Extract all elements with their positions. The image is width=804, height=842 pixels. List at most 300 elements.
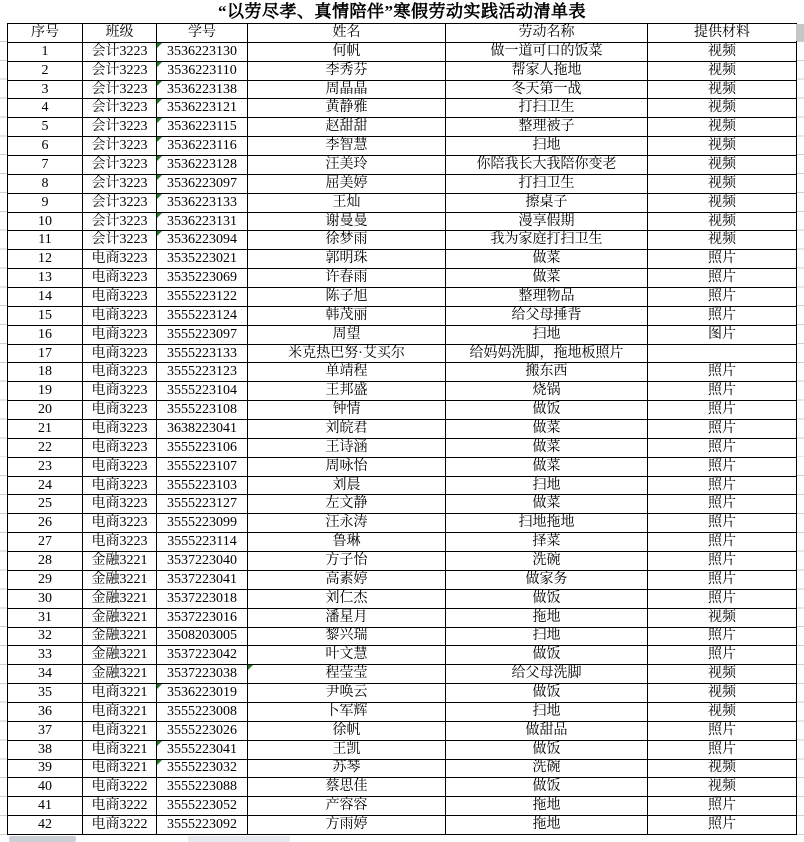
cell-activity[interactable]: 做饭 <box>446 778 648 797</box>
cell-student-id[interactable]: 3555223127 <box>157 495 248 514</box>
cell-activity[interactable]: 做饭 <box>446 646 648 665</box>
cell-name[interactable]: 米克热巴努·艾买尔 <box>248 344 446 363</box>
cell-class[interactable]: 电商3222 <box>83 778 157 797</box>
cell-index[interactable]: 30 <box>8 589 83 608</box>
cell-activity[interactable]: 做饭 <box>446 401 648 420</box>
cell-class[interactable]: 会计3223 <box>83 137 157 156</box>
cell-index[interactable]: 40 <box>8 778 83 797</box>
cell-material[interactable]: 视频 <box>648 80 797 99</box>
cell-activity[interactable]: 给妈妈洗脚，拖地板照片 <box>446 344 648 363</box>
cell-activity[interactable]: 扫地 <box>446 627 648 646</box>
cell-error-indicator-icon <box>157 175 162 180</box>
left-gridline-gutter <box>0 23 7 835</box>
cell-class[interactable]: 会计3223 <box>83 156 157 175</box>
cell-class[interactable]: 会计3223 <box>83 80 157 99</box>
table-row <box>8 137 797 156</box>
cell-class[interactable]: 会计3223 <box>83 174 157 193</box>
cell-index[interactable]: 42 <box>8 816 83 835</box>
cell-activity[interactable]: 做菜 <box>446 250 648 269</box>
cell-index[interactable]: 6 <box>8 137 83 156</box>
table-row <box>8 118 797 137</box>
cell-student-id[interactable]: 3537223040 <box>157 552 248 571</box>
cell-index[interactable]: 39 <box>8 759 83 778</box>
cell-name[interactable]: 刘晨 <box>248 476 446 495</box>
cell-index[interactable]: 7 <box>8 156 83 175</box>
cell-name[interactable]: 周咏怡 <box>248 457 446 476</box>
cell-index[interactable]: 26 <box>8 514 83 533</box>
cell-name[interactable]: 程莹莹 <box>248 665 446 684</box>
cell-name[interactable]: 苏琴 <box>248 759 446 778</box>
cell-name[interactable]: 王灿 <box>248 193 446 212</box>
cell-activity[interactable]: 做菜 <box>446 420 648 439</box>
header-class[interactable]: 班级 <box>83 24 157 43</box>
cell-activity[interactable]: 搬东西 <box>446 363 648 382</box>
cell-material[interactable]: 视频 <box>648 702 797 721</box>
cell-name[interactable]: 产容容 <box>248 797 446 816</box>
header-activity[interactable]: 劳动名称 <box>446 24 648 43</box>
table-row <box>8 778 797 797</box>
cell-index[interactable]: 41 <box>8 797 83 816</box>
cell-name[interactable]: 韩茂丽 <box>248 306 446 325</box>
cell-class[interactable]: 电商3223 <box>83 344 157 363</box>
cell-material[interactable]: 视频 <box>648 99 797 118</box>
cell-name[interactable]: 鲁琳 <box>248 533 446 552</box>
table-row <box>8 627 797 646</box>
cell-index[interactable]: 18 <box>8 363 83 382</box>
cell-student-id[interactable]: 3536223019 <box>157 684 248 703</box>
cell-material[interactable]: 视频 <box>648 118 797 137</box>
cell-class[interactable]: 电商3221 <box>83 702 157 721</box>
cell-student-id[interactable]: 3536223110 <box>157 61 248 80</box>
cell-student-id[interactable]: 3555223122 <box>157 288 248 307</box>
cell-index[interactable]: 10 <box>8 212 83 231</box>
cell-name[interactable]: 周望 <box>248 325 446 344</box>
cell-class[interactable]: 电商3223 <box>83 514 157 533</box>
cell-class[interactable]: 电商3223 <box>83 269 157 288</box>
table-row <box>8 382 797 401</box>
table-row <box>8 363 797 382</box>
cell-class[interactable]: 电商3222 <box>83 816 157 835</box>
cell-activity[interactable]: 洗碗 <box>446 552 648 571</box>
cell-student-id[interactable]: 3555223097 <box>157 325 248 344</box>
table-row <box>8 495 797 514</box>
cell-material[interactable]: 照片 <box>648 457 797 476</box>
cell-index[interactable]: 8 <box>8 174 83 193</box>
cell-student-id[interactable]: 3555223104 <box>157 382 248 401</box>
cell-activity[interactable]: 做菜 <box>446 495 648 514</box>
cell-activity[interactable]: 拖地 <box>446 816 648 835</box>
cell-student-id[interactable]: 3638223041 <box>157 420 248 439</box>
cell-class[interactable]: 金融3221 <box>83 570 157 589</box>
cell-name[interactable]: 屈美婷 <box>248 174 446 193</box>
cell-material[interactable]: 视频 <box>648 156 797 175</box>
cell-material[interactable]: 视频 <box>648 778 797 797</box>
cell-activity[interactable]: 做饭 <box>446 740 648 759</box>
cell-class[interactable]: 电商3221 <box>83 684 157 703</box>
cell-material[interactable]: 照片 <box>648 533 797 552</box>
cell-class[interactable]: 电商3223 <box>83 476 157 495</box>
table-row <box>8 533 797 552</box>
cell-student-id[interactable]: 3537223038 <box>157 665 248 684</box>
cell-student-id[interactable]: 3555223107 <box>157 457 248 476</box>
cell-class[interactable]: 电商3223 <box>83 457 157 476</box>
cell-material[interactable]: 照片 <box>648 269 797 288</box>
cell-class[interactable]: 电商3222 <box>83 797 157 816</box>
cell-activity[interactable]: 拖地 <box>446 797 648 816</box>
table-row <box>8 797 797 816</box>
cell-class[interactable]: 金融3221 <box>83 608 157 627</box>
cell-class[interactable]: 电商3223 <box>83 420 157 439</box>
table-row <box>8 306 797 325</box>
cell-material[interactable]: 照片 <box>648 476 797 495</box>
cell-class[interactable]: 金融3221 <box>83 646 157 665</box>
table-row <box>8 665 797 684</box>
cell-material[interactable]: 视频 <box>648 231 797 250</box>
cell-name[interactable]: 李秀芬 <box>248 61 446 80</box>
table-row <box>8 702 797 721</box>
table-row <box>8 438 797 457</box>
cell-index[interactable]: 19 <box>8 382 83 401</box>
cell-name[interactable]: 王凯 <box>248 740 446 759</box>
cell-index[interactable]: 21 <box>8 420 83 439</box>
cell-material[interactable]: 照片 <box>648 288 797 307</box>
cell-activity[interactable]: 扫地 <box>446 325 648 344</box>
cell-activity[interactable]: 拖地 <box>446 608 648 627</box>
cell-material[interactable]: 照片 <box>648 363 797 382</box>
cell-index[interactable]: 31 <box>8 608 83 627</box>
cell-material[interactable]: 视频 <box>648 212 797 231</box>
cell-material[interactable]: 照片 <box>648 627 797 646</box>
cell-activity[interactable]: 做一道可口的饭菜 <box>446 42 648 61</box>
horizontal-scrollbar-fragment[interactable] <box>188 836 290 842</box>
right-edge-cell-fragment <box>796 24 804 41</box>
cell-class[interactable]: 电商3223 <box>83 306 157 325</box>
cell-error-indicator-icon <box>157 99 162 104</box>
cell-material[interactable]: 照片 <box>648 401 797 420</box>
table-row <box>8 156 797 175</box>
cell-index[interactable]: 12 <box>8 250 83 269</box>
cell-material[interactable]: 照片 <box>648 514 797 533</box>
table-row <box>8 344 797 363</box>
cell-student-id[interactable]: 3536223115 <box>157 118 248 137</box>
cell-material[interactable]: 照片 <box>648 420 797 439</box>
cell-material[interactable]: 照片 <box>648 306 797 325</box>
cell-class[interactable]: 电商3223 <box>83 382 157 401</box>
cell-material[interactable]: 照片 <box>648 250 797 269</box>
cell-index[interactable]: 20 <box>8 401 83 420</box>
cell-class[interactable]: 电商3223 <box>83 363 157 382</box>
cell-index[interactable]: 32 <box>8 627 83 646</box>
cell-material[interactable]: 视频 <box>648 137 797 156</box>
cell-index[interactable]: 5 <box>8 118 83 137</box>
cell-material[interactable]: 视频 <box>648 759 797 778</box>
cell-index[interactable]: 35 <box>8 684 83 703</box>
cell-student-id[interactable]: 3555223026 <box>157 721 248 740</box>
cell-class[interactable]: 电商3223 <box>83 401 157 420</box>
cell-material[interactable]: 视频 <box>648 42 797 61</box>
cell-error-indicator-icon <box>157 62 162 67</box>
cell-name[interactable]: 汪美玲 <box>248 156 446 175</box>
cell-name[interactable]: 高素婷 <box>248 570 446 589</box>
cell-name[interactable]: 何帆 <box>248 42 446 61</box>
cell-material[interactable] <box>648 344 797 363</box>
cell-class[interactable]: 会计3223 <box>83 212 157 231</box>
cell-error-indicator-icon <box>157 741 162 746</box>
cell-index[interactable]: 3 <box>8 80 83 99</box>
cell-material[interactable]: 照片 <box>648 721 797 740</box>
cell-material[interactable]: 照片 <box>648 816 797 835</box>
cell-activity[interactable]: 给父母洗脚 <box>446 665 648 684</box>
header-name[interactable]: 姓名 <box>248 24 446 43</box>
cell-material[interactable]: 视频 <box>648 193 797 212</box>
cell-student-id[interactable]: 3536223116 <box>157 137 248 156</box>
cell-name[interactable]: 蔡思佳 <box>248 778 446 797</box>
cell-class[interactable]: 电商3221 <box>83 740 157 759</box>
cell-name[interactable]: 卜军辉 <box>248 702 446 721</box>
cell-student-id[interactable]: 3555223032 <box>157 759 248 778</box>
cell-index[interactable]: 28 <box>8 552 83 571</box>
cell-index[interactable]: 29 <box>8 570 83 589</box>
cell-material[interactable]: 视频 <box>648 174 797 193</box>
cell-name[interactable]: 徐梦雨 <box>248 231 446 250</box>
header-index[interactable]: 序号 <box>8 24 83 43</box>
header-material[interactable]: 提供材料 <box>648 24 797 43</box>
cell-name[interactable]: 黎兴瑞 <box>248 627 446 646</box>
table-row <box>8 514 797 533</box>
cell-index[interactable]: 16 <box>8 325 83 344</box>
cell-class[interactable]: 金融3221 <box>83 627 157 646</box>
cell-name[interactable]: 潘星月 <box>248 608 446 627</box>
cell-index[interactable]: 1 <box>8 42 83 61</box>
cell-error-indicator-icon <box>157 760 162 765</box>
cell-student-id[interactable]: 3536223121 <box>157 99 248 118</box>
cell-material[interactable]: 图片 <box>648 325 797 344</box>
cell-student-id[interactable]: 3555223099 <box>157 514 248 533</box>
cell-student-id[interactable]: 3536223128 <box>157 156 248 175</box>
cell-class[interactable]: 电商3223 <box>83 438 157 457</box>
cell-activity[interactable]: 烧锅 <box>446 382 648 401</box>
cell-index[interactable]: 17 <box>8 344 83 363</box>
cell-index[interactable]: 38 <box>8 740 83 759</box>
cell-name[interactable]: 许春雨 <box>248 269 446 288</box>
cell-activity[interactable]: 给父母捶背 <box>446 306 648 325</box>
cell-activity[interactable]: 扫地拖地 <box>446 514 648 533</box>
cell-class[interactable]: 电商3223 <box>83 325 157 344</box>
cell-class[interactable]: 会计3223 <box>83 99 157 118</box>
cell-student-id[interactable]: 3535223021 <box>157 250 248 269</box>
cell-student-id[interactable]: 3536223094 <box>157 231 248 250</box>
cell-material[interactable]: 视频 <box>648 61 797 80</box>
cell-material[interactable]: 照片 <box>648 438 797 457</box>
cell-index[interactable]: 36 <box>8 702 83 721</box>
cell-index[interactable]: 37 <box>8 721 83 740</box>
header-row <box>8 24 797 43</box>
cell-activity[interactable]: 打扫卫生 <box>446 174 648 193</box>
cell-student-id[interactable]: 3536223131 <box>157 212 248 231</box>
cell-activity[interactable]: 择菜 <box>446 533 648 552</box>
table-row <box>8 816 797 835</box>
cell-activity[interactable]: 冬天第一战 <box>446 80 648 99</box>
cell-class[interactable]: 会计3223 <box>83 42 157 61</box>
cell-index[interactable]: 13 <box>8 269 83 288</box>
cell-student-id[interactable]: 3555223124 <box>157 306 248 325</box>
cell-student-id[interactable]: 3537223042 <box>157 646 248 665</box>
cell-student-id[interactable]: 3555223052 <box>157 797 248 816</box>
cell-index[interactable]: 4 <box>8 99 83 118</box>
cell-activity[interactable]: 扫地 <box>446 702 648 721</box>
cell-name[interactable]: 尹唤云 <box>248 684 446 703</box>
cell-name[interactable]: 汪永涛 <box>248 514 446 533</box>
table-row <box>8 174 797 193</box>
cell-class[interactable]: 电商3221 <box>83 721 157 740</box>
cell-activity[interactable]: 做饭 <box>446 684 648 703</box>
table-row <box>8 325 797 344</box>
table-row <box>8 231 797 250</box>
cell-activity[interactable]: 扫地 <box>446 476 648 495</box>
cell-student-id[interactable]: 3555223008 <box>157 702 248 721</box>
cell-activity[interactable]: 打扫卫生 <box>446 99 648 118</box>
cell-activity[interactable]: 做菜 <box>446 438 648 457</box>
cell-error-indicator-icon <box>157 684 162 689</box>
cell-activity[interactable]: 整理被子 <box>446 118 648 137</box>
cell-class[interactable]: 金融3221 <box>83 589 157 608</box>
cell-name[interactable]: 王邦盛 <box>248 382 446 401</box>
cell-student-id[interactable]: 3555223092 <box>157 816 248 835</box>
cell-student-id[interactable]: 3555223088 <box>157 778 248 797</box>
table-row <box>8 401 797 420</box>
cell-name[interactable]: 叶文慧 <box>248 646 446 665</box>
cell-activity[interactable]: 整理物品 <box>446 288 648 307</box>
cell-class[interactable]: 金融3221 <box>83 552 157 571</box>
cell-name[interactable]: 黄静雅 <box>248 99 446 118</box>
cell-name[interactable]: 郭明珠 <box>248 250 446 269</box>
cell-student-id[interactable]: 3555223108 <box>157 401 248 420</box>
cell-class[interactable]: 会计3223 <box>83 231 157 250</box>
cell-name[interactable]: 徐帆 <box>248 721 446 740</box>
cell-activity[interactable]: 漫享假期 <box>446 212 648 231</box>
cell-material[interactable]: 视频 <box>648 608 797 627</box>
cell-index[interactable]: 9 <box>8 193 83 212</box>
cell-student-id[interactable]: 3537223041 <box>157 570 248 589</box>
cell-material[interactable]: 照片 <box>648 570 797 589</box>
cell-class[interactable]: 电商3221 <box>83 759 157 778</box>
cell-student-id[interactable]: 3555223123 <box>157 363 248 382</box>
table-row <box>8 288 797 307</box>
cell-name[interactable]: 方雨婷 <box>248 816 446 835</box>
cell-class[interactable]: 会计3223 <box>83 118 157 137</box>
cell-student-id[interactable]: 3555223103 <box>157 476 248 495</box>
cell-student-id[interactable]: 3536223133 <box>157 193 248 212</box>
cell-activity[interactable]: 我为家庭打扫卫生 <box>446 231 648 250</box>
cell-student-id[interactable]: 3555223133 <box>157 344 248 363</box>
cell-index[interactable]: 2 <box>8 61 83 80</box>
cell-index[interactable]: 14 <box>8 288 83 307</box>
cell-index[interactable]: 23 <box>8 457 83 476</box>
cell-activity[interactable]: 帮家人拖地 <box>446 61 648 80</box>
cell-material[interactable]: 视频 <box>648 665 797 684</box>
cell-name[interactable]: 谢曼曼 <box>248 212 446 231</box>
cell-error-indicator-icon <box>157 194 162 199</box>
cell-name[interactable]: 钟情 <box>248 401 446 420</box>
cell-class[interactable]: 电商3223 <box>83 533 157 552</box>
sheet-tab-fragment[interactable] <box>9 836 76 842</box>
cell-index[interactable]: 24 <box>8 476 83 495</box>
cell-index[interactable]: 11 <box>8 231 83 250</box>
cell-name[interactable]: 王诗涵 <box>248 438 446 457</box>
cell-name[interactable]: 方子怡 <box>248 552 446 571</box>
cell-activity[interactable]: 洗碗 <box>446 759 648 778</box>
cell-name[interactable]: 左文静 <box>248 495 446 514</box>
cell-index[interactable]: 27 <box>8 533 83 552</box>
cell-class[interactable]: 会计3223 <box>83 61 157 80</box>
cell-student-id[interactable]: 3536223097 <box>157 174 248 193</box>
cell-student-id[interactable]: 3537223018 <box>157 589 248 608</box>
cell-index[interactable]: 22 <box>8 438 83 457</box>
cell-activity[interactable]: 你陪我长大我陪你变老 <box>446 156 648 175</box>
cell-material[interactable]: 照片 <box>648 797 797 816</box>
cell-student-id[interactable]: 3535223069 <box>157 269 248 288</box>
cell-name[interactable]: 李智慧 <box>248 137 446 156</box>
cell-material[interactable]: 视频 <box>648 684 797 703</box>
cell-class[interactable]: 会计3223 <box>83 193 157 212</box>
cell-index[interactable]: 34 <box>8 665 83 684</box>
cell-error-indicator-icon <box>157 137 162 142</box>
cell-activity[interactable]: 做饭 <box>446 589 648 608</box>
cell-name[interactable]: 单靖程 <box>248 363 446 382</box>
cell-index[interactable]: 33 <box>8 646 83 665</box>
cell-index[interactable]: 15 <box>8 306 83 325</box>
table-row <box>8 608 797 627</box>
cell-index[interactable]: 25 <box>8 495 83 514</box>
cell-name[interactable]: 刘皖君 <box>248 420 446 439</box>
table-row <box>8 42 797 61</box>
cell-class[interactable]: 电商3223 <box>83 288 157 307</box>
cell-activity[interactable]: 扫地 <box>446 137 648 156</box>
cell-student-id[interactable]: 3508203005 <box>157 627 248 646</box>
header-student-id[interactable]: 学号 <box>157 24 248 43</box>
cell-activity[interactable]: 做菜 <box>446 457 648 476</box>
cell-material[interactable]: 照片 <box>648 646 797 665</box>
cell-student-id[interactable]: 3555223114 <box>157 533 248 552</box>
cell-student-id[interactable]: 3536223130 <box>157 42 248 61</box>
cell-material[interactable]: 照片 <box>648 382 797 401</box>
cell-class[interactable]: 电商3223 <box>83 495 157 514</box>
cell-activity[interactable]: 做甜品 <box>446 721 648 740</box>
cell-name[interactable]: 刘仁杰 <box>248 589 446 608</box>
cell-activity[interactable]: 做家务 <box>446 570 648 589</box>
cell-student-id[interactable]: 3555223106 <box>157 438 248 457</box>
cell-error-indicator-icon <box>157 213 162 218</box>
cell-name[interactable]: 陈子旭 <box>248 288 446 307</box>
table-row <box>8 589 797 608</box>
cell-material[interactable]: 照片 <box>648 740 797 759</box>
cell-student-id[interactable]: 3537223016 <box>157 608 248 627</box>
cell-material[interactable]: 照片 <box>648 552 797 571</box>
table-row <box>8 721 797 740</box>
cell-material[interactable]: 照片 <box>648 495 797 514</box>
cell-activity[interactable]: 擦桌子 <box>446 193 648 212</box>
cell-material[interactable]: 照片 <box>648 589 797 608</box>
table-row <box>8 552 797 571</box>
cell-error-indicator-icon <box>157 43 162 48</box>
cell-student-id[interactable]: 3555223041 <box>157 740 248 759</box>
cell-name[interactable]: 赵甜甜 <box>248 118 446 137</box>
cell-name[interactable]: 周晶晶 <box>248 80 446 99</box>
cell-class[interactable]: 金融3221 <box>83 665 157 684</box>
cell-class[interactable]: 电商3223 <box>83 250 157 269</box>
cell-activity[interactable]: 做菜 <box>446 269 648 288</box>
cell-student-id[interactable]: 3536223138 <box>157 80 248 99</box>
